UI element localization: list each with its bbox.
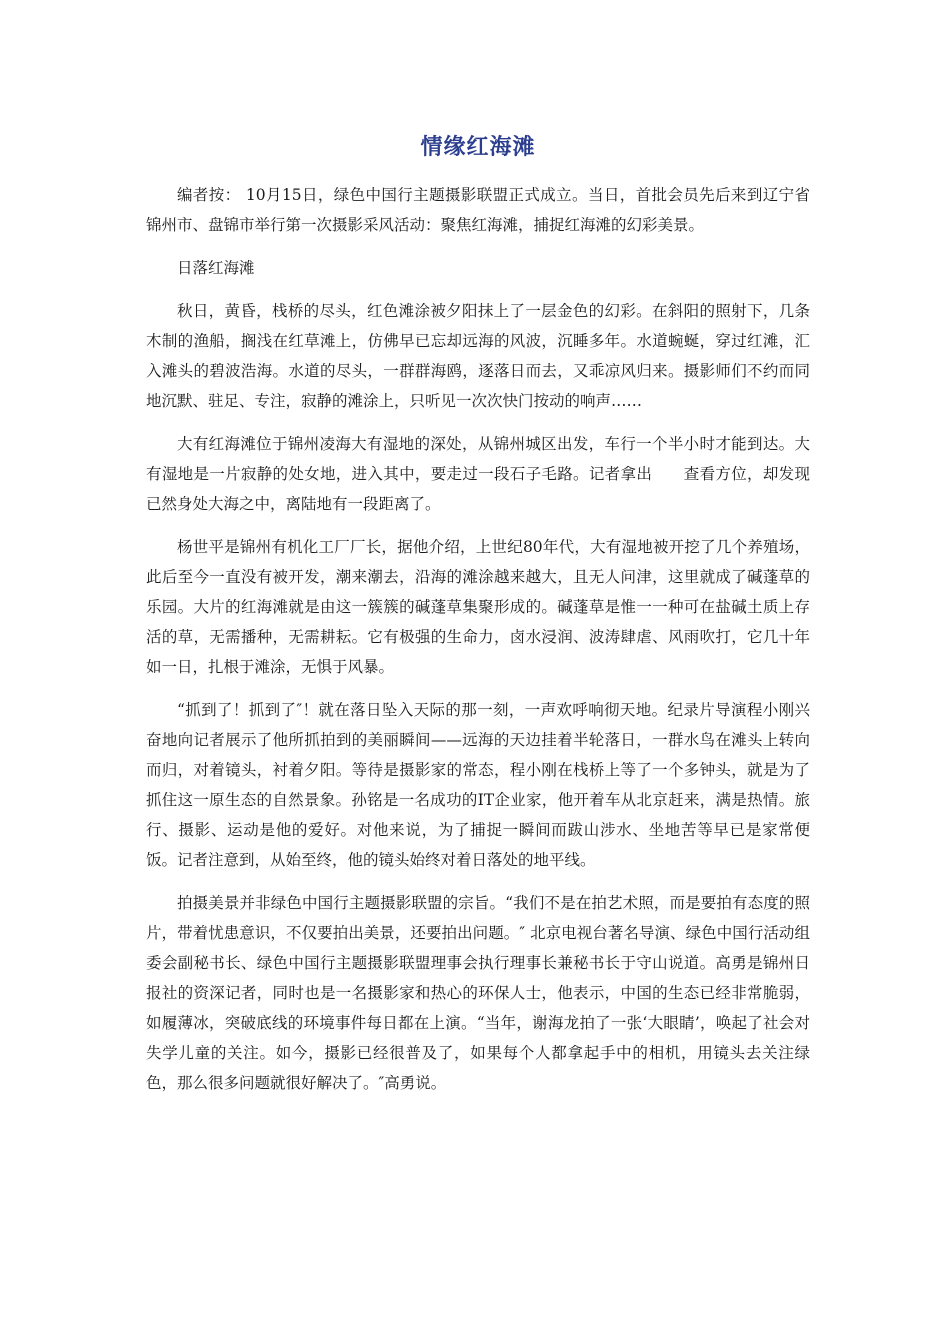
paragraph-1: 秋日，黄昏，栈桥的尽头，红色滩涂被夕阳抹上了一层金色的幻彩。在斜阳的照射下，几条木制的渔船，搁浅在红草滩上，仿佛早已忘却远海的风波，沉睡多年。水道蜿蜒，穿过红滩，汇入滩头的碧波浩海。水道的尽头，一群群海鸥，逐落日而去，又乖凉风归来。摄影师们不约而同地沉默、驻足、专注，寂静的滩涂上，只听见一次次快门按动的响声……: [146, 302, 810, 410]
document-page: [146, 132, 810, 1111]
editor-note: 编者按： 10月15日，绿色中国行主题摄影联盟正式成立。当日，首批会员先后来到辽宁省锦州市、盘锦市举行第一次摄影采风活动：聚焦红海滩，捕捉红海滩的幻彩美景。: [146, 186, 810, 234]
paragraph-4: “抓到了！抓到了″！就在落日坠入天际的那一刻，一声欢呼响彻天地。纪录片导演程小刚兴奋地向记者展示了他所抓拍到的美丽瞬间——远海的天边挂着半轮落日，一群水鸟在滩头上转向而归，对着镜头，衬着夕阳。等待是摄影家的常态，程小刚在栈桥上等了一个多钟头，就是为了抓住这一原生态的自然景象。孙铭是一名成功的IT企业家，他开着车从北京赶来，满是热情。旅行、摄影、运动是他的爱好。对他来说，为了捕捉一瞬间而跋山涉水、坐地苦等早已是家常便饭。记者注意到，从始至终，他的镜头始终对着日落处的地平线。: [146, 701, 810, 869]
section-heading: 日落红海滩: [177, 259, 255, 277]
paragraph-3: 杨世平是锦州有机化工厂厂长，据他介绍，上世纪80年代，大有湿地被开挖了几个养殖场，此后至今一直没有被开发，潮来潮去，沿海的滩涂越来越大，且无人问津，这里就成了碱蓬草的乐园。大片的红海滩就是由这一簇簇的碱蓬草集聚形成的。碱蓬草是惟一一种可在盐碱土质上存活的草，无需播种，无需耕耘。它有极强的生命力，卤水浸润、波涛肆虐、风雨吹打，它几十年如一日，扎根于滩涂，无惧于风暴。: [146, 538, 810, 676]
paragraph-2: 大有红海滩位于锦州凌海大有湿地的深处，从锦州城区出发，车行一个半小时才能到达。大有湿地是一片寂静的处女地，进入其中，要走过一段石子毛路。记者拿出 查看方位，却发现已然身处大海之中，离陆地有一段距离了。: [146, 435, 810, 513]
paragraph-5: 拍摄美景并非绿色中国行主题摄影联盟的宗旨。“我们不是在拍艺术照，而是要拍有态度的照片，带着忧患意识，不仅要拍出美景，还要拍出问题。″ 北京电视台著名导演、绿色中国行活动组委会副秘书长、绿色中国行主题摄影联盟理事会执行理事长兼秘书长于守山说道。高勇是锦州日报社的资深记者，同时也是一名摄影家和热心的环保人士，他表示，中国的生态已经非常脆弱，如履薄冰，突破底线的环境事件每日都在上演。“当年，谢海龙拍了一张‘大眼睛’，唤起了社会对失学儿童的关注。如今，摄影已经很普及了，如果每个人都拿起手中的相机，用镜头去关注绿色，那么很多问题就很好解决了。″高勇说。: [146, 894, 810, 1092]
article-title: 情缘红海滩: [420, 135, 536, 160]
